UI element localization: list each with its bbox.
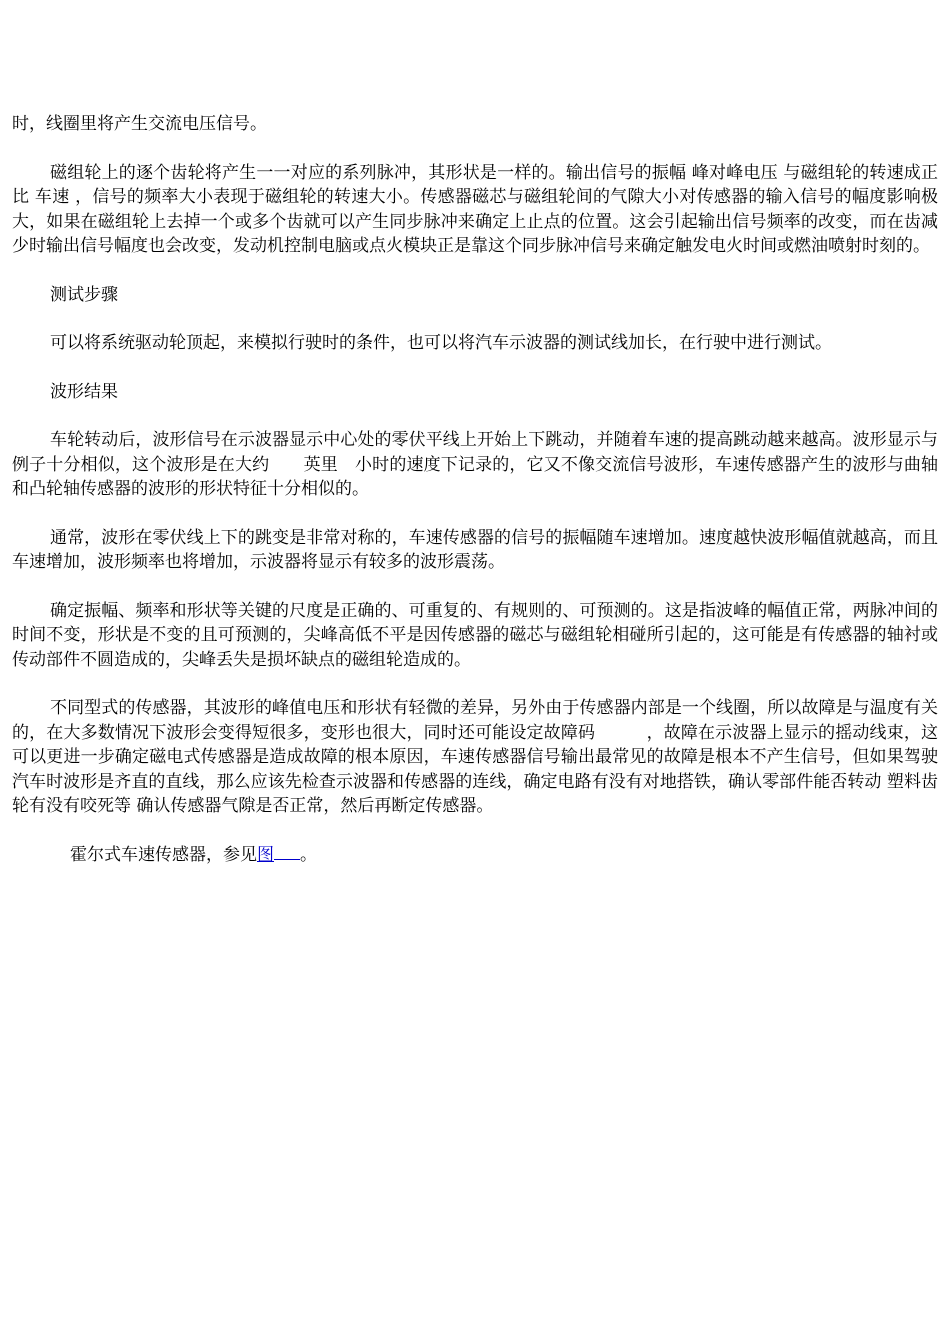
paragraph-fault-diagnosis: 不同型式的传感器，其波形的峰值电压和形状有轻微的差异，另外由于传感器内部是一个线圈，所以故障是与温度有关的，在大多数情况下波形会变得短很多，变形也很大，同时还可能设定故障码 ，故障在示波器上显示的摇动线束，这可以更进一步确定磁电式传感器是造成故障的根本原因，车速传感器信号输出最常见的故障是根本不产生信号，但如果驾驶汽车时波形是齐直的直线，那么应该先检查示波器和传感器的连线，确定电路有没有对地搭铁，确认零部件能否转动 塑料齿轮有没有咬死等 确认传感器气隙是否正常，然后再断定传感器。 <box>12 698 938 816</box>
paragraph-test-method: 可以将系统驱动轮顶起，来模拟行驶时的条件，也可以将汽车示波器的测试线加长，在行驶中进行测试。 <box>50 333 832 353</box>
paragraph-pulse-description: 磁组轮上的逐个齿轮将产生一一对应的系列脉冲，其形状是一样的。输出信号的振幅 峰对峰电压 与磁组轮的转速成正比 车速 ，信号的频率大小表现于磁组轮的转速大小。传感器磁芯与磁组轮间的气隙大小对传感器的输入信号的幅度影响极大，如果在磁组轮上去掉一个或多个齿就可以产生同步脉冲来确定上止点的位置。这会引起输出信号频率的改变，而在齿减少时输出信号幅度也会改变，发动机控制电脑或点火模块正是靠这个同步脉冲信号来确定触发电火时间或燃油喷射时刻的。 <box>12 162 938 256</box>
paragraph-waveform-behavior: 车轮转动后，波形信号在示波器显示中心处的零伏平线上开始上下跳动，并随着车速的提高跳动越来越高。波形显示与例子十分相似，这个波形是在大约 英里 小时的速度下记录的，它又不像交流信号波形，车速传感器产生的波形与曲轴和凸轮轴传感器的波形的形状特征十分相似的。 <box>12 430 938 499</box>
paragraph-hall-sensor-reference <box>12 843 938 868</box>
reference-suffix: 。 <box>300 844 317 865</box>
paragraph-continuation: 时，线圈里将产生交流电压信号。 <box>12 114 267 134</box>
document-body <box>12 112 938 867</box>
reference-prefix: 霍尔式车速传感器，参见 <box>70 844 257 865</box>
heading-test-steps: 测试步骤 <box>50 284 118 305</box>
figure-link[interactable]: 图 <box>257 845 300 865</box>
heading-waveform-results: 波形结果 <box>50 381 118 402</box>
paragraph-key-dimensions: 确定振幅、频率和形状等关键的尺度是正确的、可重复的、有规则的、可预测的。这是指波峰的幅值正常，两脉冲间的时间不变，形状是不变的且可预测的，尖峰高低不平是因传感器的磁芯与磁组轮相碰所引起的，这可能是有传感器的轴衬或传动部件不圆造成的，尖峰丢失是损坏缺点的磁组轮造成的。 <box>12 600 938 670</box>
paragraph-symmetry: 通常，波形在零伏线上下的跳变是非常对称的，车速传感器的信号的振幅随车速增加。速度越快波形幅值就越高，而且车速增加，波形频率也将增加，示波器将显示有较多的波形震荡。 <box>12 527 938 572</box>
